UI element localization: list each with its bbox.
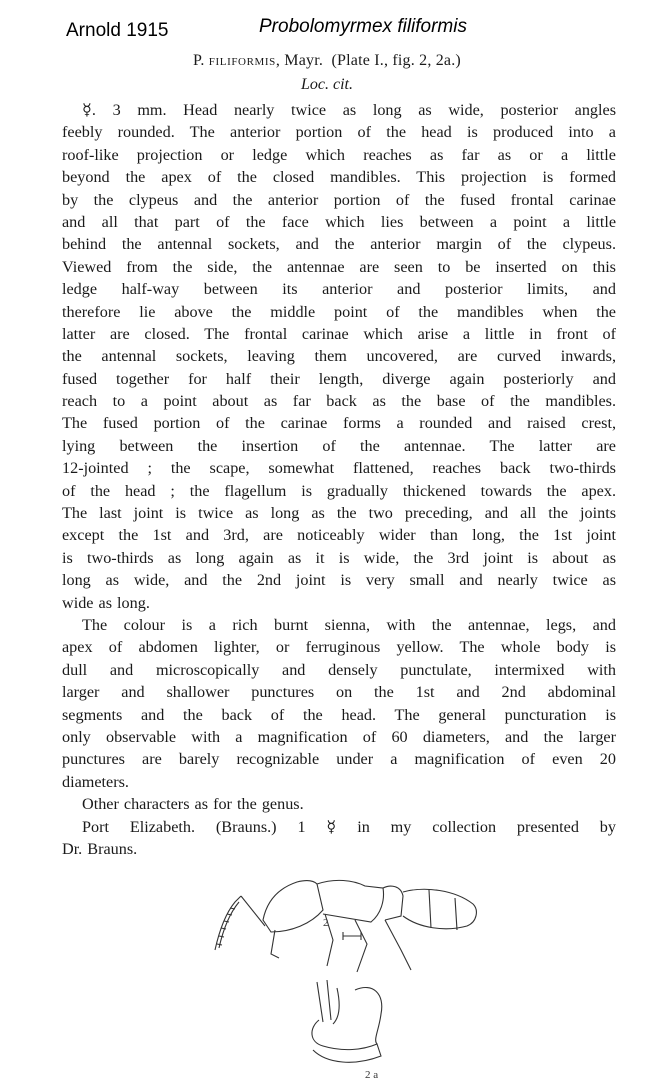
text-line: diameters. — [62, 772, 129, 791]
text-line: Port Elizabeth. (Brauns.) 1 ☿ in my collection presented by — [82, 817, 616, 836]
text-line: punctures are barely recognizable under a magnification of even 20 — [62, 750, 616, 769]
taxon-title: Probolomyrmex filiformis — [259, 16, 467, 37]
text-line: larger and shallower punctures on the 1st and 2nd abdominal — [62, 683, 616, 702]
text-line: is two-thirds as long again as it is wide, the 3rd joint is about as — [62, 548, 616, 567]
text-line: the antennal sockets, leaving them uncovered, are curved inwards, — [62, 347, 616, 366]
text-line: roof-like projection or ledge which reaches as far as or a little — [62, 145, 616, 164]
text-line: lying between the insertion of the antennae. The latter are — [62, 436, 616, 455]
text-line: fused together for half their length, diverge again posteriorly and — [62, 369, 616, 388]
gaster-drawing — [403, 889, 476, 928]
text-line: reach to a point about as far back as the base of the mandibles. — [62, 392, 616, 411]
text-line: Dr. Brauns. — [62, 839, 138, 858]
text-line: Other characters as for the genus. — [82, 795, 304, 814]
species-authority: , Mayr. — [275, 52, 324, 69]
text-line: by the clypeus and the anterior portion of the fused frontal carinae — [62, 190, 616, 209]
text-line: behind the antennal sockets, and the anterior margin of the clypeus. — [62, 235, 616, 254]
thorax-drawing — [317, 880, 384, 922]
text-line: The fused portion of the carinae forms a rounded and raised crest, — [62, 414, 616, 433]
text-line: of the head ; the flagellum is gradually thickened towards the apex. — [62, 481, 616, 500]
text-line: segments and the back of the head. The general puncturation is — [62, 705, 616, 724]
text-line: wide as long. — [62, 593, 150, 612]
text-line: beyond the apex of the closed mandibles. This projection is formed — [62, 168, 616, 187]
detail-drawing — [317, 980, 339, 1024]
text-line: only observable with a magnification of 60 diameters, and the larger — [62, 727, 616, 746]
ant-illustration — [205, 870, 495, 1085]
text-line: 12-jointed ; the scape, somewhat flattened, reaches back two-thirds — [62, 459, 616, 478]
figure-label-detail: 2 a — [365, 1069, 379, 1081]
text-line: feebly rounded. The anterior portion of the head is produced into a — [62, 123, 616, 142]
text-line: long as wide, and the 2nd joint is very small and nearly twice as — [62, 571, 616, 590]
genus-abbrev: P. — [193, 52, 205, 69]
text-line: ledge half-way between its anterior and posterior limits, and — [62, 280, 616, 299]
plate-reference: (Plate I., fig. 2, 2a.) — [331, 52, 461, 69]
species-name: filiformis — [208, 52, 276, 69]
author-year: Arnold 1915 — [66, 20, 169, 41]
species-heading — [0, 52, 654, 70]
page-header — [0, 12, 654, 42]
figure-label-main: 2 — [323, 917, 329, 929]
text-line: The last joint is twice as long as the two preceding, and all the joints — [62, 504, 616, 523]
text-line: and all that part of the face which lies between a point a little — [62, 212, 616, 231]
text-line: latter are closed. The frontal carinae which arise a little in front of — [62, 324, 616, 343]
species-description — [62, 99, 616, 860]
loc-cit: Loc. cit. — [301, 76, 353, 93]
text-line: dull and microscopically and densely punctulate, intermixed with — [62, 660, 616, 679]
ant-figure — [205, 870, 495, 1085]
text-line: therefore lie above the middle point of the mandibles when the — [62, 302, 616, 321]
head-drawing — [263, 881, 323, 932]
text-line: Viewed from the side, the antennae are seen to be inserted on this — [62, 257, 616, 276]
text-line: ☿. 3 mm. Head nearly twice as long as wide, posterior angles — [82, 101, 616, 119]
text-line: except the 1st and 3rd, are noticeably wider than long, the 1st joint — [62, 526, 616, 545]
text-line: The colour is a rich burnt sienna, with the antennae, legs, and — [82, 615, 616, 634]
text-line: apex of abdomen lighter, or ferruginous yellow. The whole body is — [62, 638, 616, 657]
